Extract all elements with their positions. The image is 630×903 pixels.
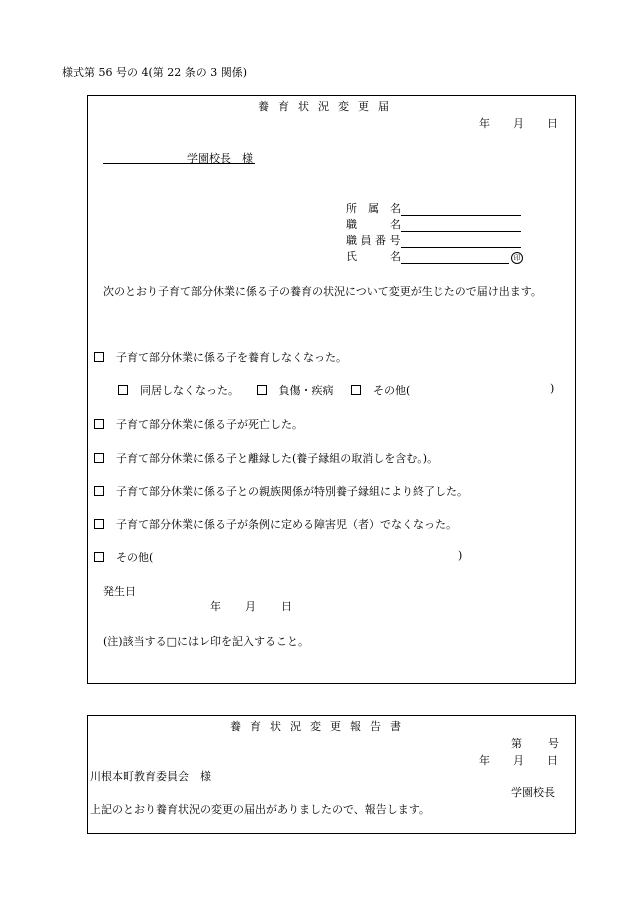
option-row: [94, 416, 303, 432]
month-label: 月: [513, 117, 524, 130]
affiliation-label: 所 属 名: [346, 202, 401, 215]
sub-option-label: その他(: [373, 384, 411, 397]
checkbox-icon[interactable]: [94, 519, 104, 529]
position-label: 職 名: [346, 218, 401, 231]
checkbox-icon[interactable]: [94, 352, 104, 362]
checkbox-icon[interactable]: [94, 552, 104, 562]
report-form: [87, 715, 576, 834]
position-input[interactable]: [401, 219, 521, 232]
checkbox-icon[interactable]: [94, 419, 104, 429]
position-row: [346, 216, 521, 232]
name-input[interactable]: [401, 251, 509, 264]
notice-form: [87, 95, 576, 684]
day-label: 日: [547, 754, 558, 767]
staff-number-row: [346, 232, 521, 248]
close-paren: ): [550, 382, 555, 395]
option-label: 子育て部分休業に係る子と離縁した(養子縁組の取消しを含む。)。: [116, 452, 439, 465]
month-label: 月: [245, 600, 256, 613]
affiliation-input[interactable]: [401, 203, 521, 216]
option-label: 子育て部分休業に係る子を養育しなくなった。: [116, 351, 347, 364]
day-label: 日: [547, 117, 558, 130]
report-statement: 上記のとおり養育状況の変更の届出がありましたので、報告します。: [90, 803, 430, 816]
number-dai-label: 第: [511, 737, 522, 750]
checkbox-icon[interactable]: [94, 486, 104, 496]
day-label: 日: [281, 600, 292, 613]
report-title: 養育状況変更報告書: [230, 720, 410, 733]
option-row: [94, 549, 153, 565]
option-row: [94, 516, 457, 532]
notice-title: 養育状況変更届: [258, 100, 398, 113]
name-row: [346, 248, 523, 264]
year-label: 年: [479, 117, 490, 130]
option-label: 子育て部分休業に係る子が条例に定める障害児（者）でなくなった。: [116, 518, 457, 531]
report-recipient: 川根本町教育委員会 様: [90, 770, 211, 783]
month-label: 月: [513, 754, 524, 767]
option-label: 子育て部分休業に係る子が死亡した。: [116, 418, 303, 431]
staff-number-input[interactable]: [401, 235, 521, 248]
checkbox-icon[interactable]: [94, 453, 104, 463]
occurrence-label: 発生日: [103, 585, 136, 598]
year-label: 年: [479, 754, 490, 767]
year-label: 年: [210, 600, 221, 613]
sub-option-label: 負傷・疾病: [278, 384, 334, 397]
affiliation-row: [346, 200, 521, 216]
checkbox-icon[interactable]: [118, 385, 128, 395]
notice-statement: 次のとおり子育て部分休業に係る子の養育の状況について変更が生じたので届け出ます。: [103, 285, 542, 298]
option-label: 子育て部分休業に係る子との親族関係が特別養子縁組により終了した。: [116, 485, 468, 498]
close-paren: ): [458, 549, 463, 562]
option-row: [94, 450, 438, 466]
option-row: [94, 483, 468, 499]
option-label: その他(: [116, 551, 154, 564]
checkbox-icon[interactable]: [351, 385, 361, 395]
option-row: [94, 349, 347, 365]
seal-icon: 印: [511, 252, 523, 264]
sub-options-row: [118, 382, 410, 398]
sub-option-label: 同居しなくなった。: [140, 384, 239, 397]
form-reference: 様式第 56 号の 4(第 22 条の 3 関係): [62, 66, 248, 79]
staff-number-label: 職 員 番 号: [346, 234, 401, 247]
addressee: 学園校長 様: [187, 152, 253, 165]
checkbox-icon[interactable]: [257, 385, 267, 395]
number-go-label: 号: [548, 737, 559, 750]
report-principal: 学園校長: [511, 786, 555, 799]
note: (注)該当する□にはレ印を記入すること。: [103, 635, 309, 648]
name-label: 氏 名: [346, 250, 401, 263]
addressee-line: [103, 150, 255, 164]
